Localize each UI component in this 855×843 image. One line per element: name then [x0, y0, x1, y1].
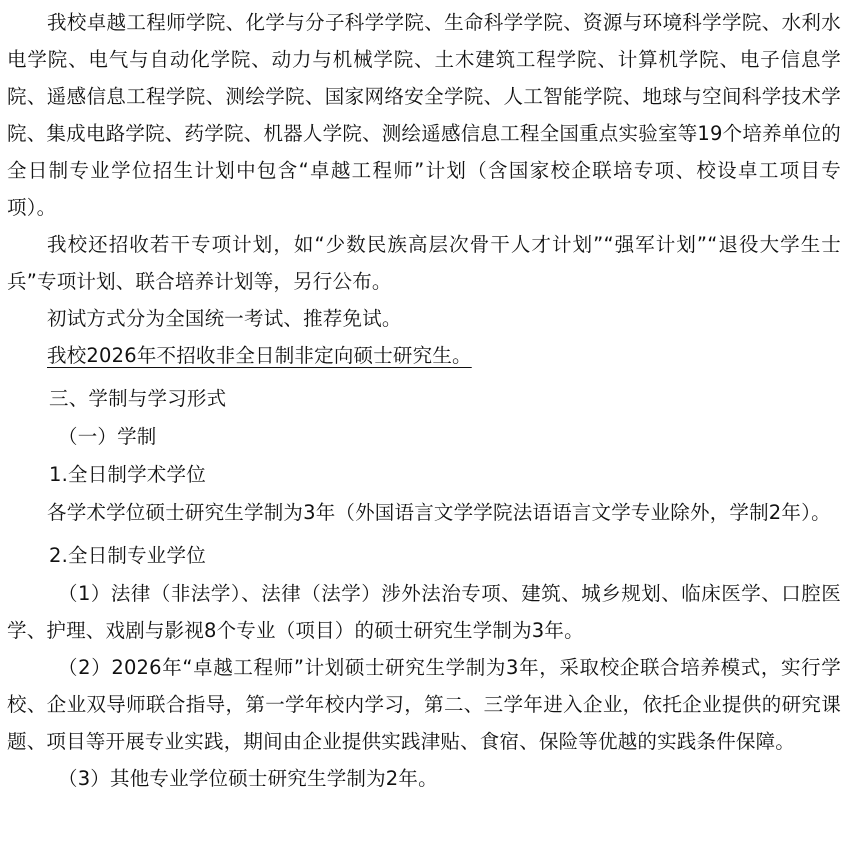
paragraph-professional-1: （1）法律（非法学）、法律（法学）涉外法治专项、建筑、城乡规划、临床医学、口腔医学、护理、戏剧与影视8个专业（项目）的硕士研究生学制为3年。 — [7, 582, 841, 642]
paragraph-professional-2: （2）2026年“卓越工程师”计划硕士研究生学制为3年，采取校企联合培养模式，实行学校、企业双导师联合指导，第一学年校内学习，第二、三学年进入企业，依托企业提供的研究课题、项目等开展专业实践，期间由企业提供实践津贴、食宿、保险等优越的实践条件保障。 — [7, 656, 841, 753]
section-heading: 三、学制与学习形式 — [49, 387, 227, 410]
subsection-heading: （一）学制 — [58, 425, 157, 448]
paragraph-academic-duration: 各学术学位硕士研究生学制为3年（外国语言文学学院法语语言文学专业除外，学制2年）。 — [47, 501, 831, 524]
underlined-notice: 我校2026年不招收非全日制非定向硕士研究生。 — [47, 344, 472, 367]
paragraph-excellent-engineer-units: 我校卓越工程师学院、化学与分子科学学院、生命科学学院、资源与环境科学学院、水利水电学院、电气与自动化学院、动力与机械学院、土木建筑工程学院、计算机学院、电子信息学院、遥感信息工程学院、测绘学院、国家网络安全学院、人工智能学院、地球与空间科学技术学院、集成电路学院、药学院、机器人学院、测绘遥感信息工程全国重点实验室等19个培养单位的全日制专业学位招生计划中包含“卓越工程师”计划（含国家校企联培专项、校设卓工项目专项）。 — [7, 11, 841, 219]
paragraph-part-time-note — [7, 337, 841, 374]
paragraph-professional-3: （3）其他专业学位硕士研究生学制为2年。 — [58, 767, 438, 790]
paragraph-exam-methods: 初试方式分为全国统一考试、推荐免试。 — [47, 307, 402, 330]
item-heading-academic: 1.全日制学术学位 — [49, 463, 206, 486]
paragraph-special-programs: 我校还招收若干专项计划，如“少数民族高层次骨干人才计划”“强军计划”“退役大学生士兵”专项计划、联合培养计划等，另行公布。 — [7, 233, 841, 293]
item-heading-professional: 2.全日制专业学位 — [49, 544, 206, 567]
